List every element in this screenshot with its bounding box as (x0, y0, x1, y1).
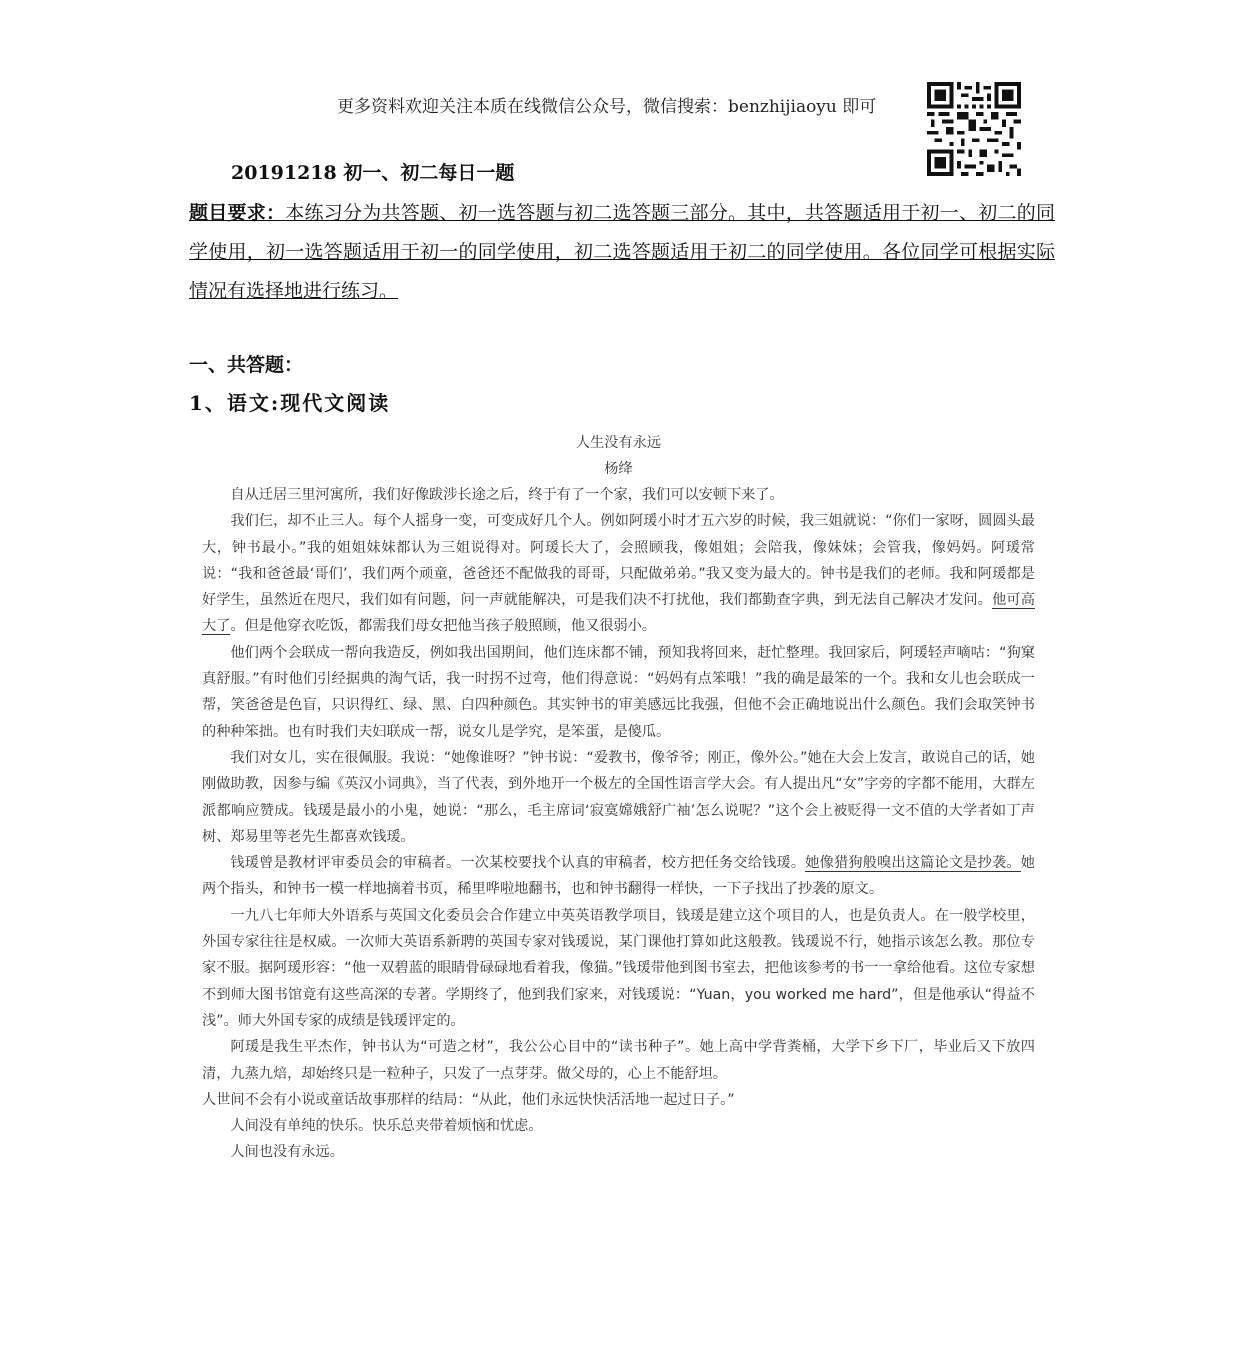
reading-passage (202, 430, 1035, 1166)
passage-paragraph (202, 850, 1035, 903)
underlined-sentence: 她像猎狗般嗅出这篇论文是抄袭。 (805, 855, 1021, 872)
passage-paragraph: 阿瑗是我生平杰作，钟书认为“可造之材”，我公公心目中的“读书种子”。她上高中学背粪桶，大学下乡下厂，毕业后又下放四清，九蒸九焙，却始终只是一粒种子，只发了一点芽芽。做父母的，心上不能舒坦。 (202, 1039, 1035, 1082)
passage-paragraph: 自从迁居三里河寓所，我们好像跋涉长途之后，终于有了一个家，我们可以安顿下来了。 (230, 487, 784, 503)
passage-paragraph: 我们对女儿，实在很佩服。我说：“她像谁呀？”钟书说：“爱教书，像爷爷；刚正，像外公。”她在大会上发言，敢说自己的话，她刚做助教，因参与编《英汉小词典》，当了代表，到外地开一个极左的全国性语言学大会。有人提出凡“女”字旁的字都不能用，大群左派都响应赞成。钱瑗是最小的小鬼，她说：“那么，毛主席词‘寂寞嫦娥舒广袖’怎么说呢？”这个会上被贬得一文不值的大学者如丁声树、郑易里等老先生都喜欢钱瑗。 (202, 749, 1035, 845)
passage-text: 我们仨，却不止三人。每个人摇身一变，可变成好几个人。例如阿瑗小时才五六岁的时候，我三姐就说：“你们一家呀，圆圆头最大，钟书最小。”我的姐姐妹妹都认为三姐说得对。阿瑗长大了，会照顾我，像姐姐；会陪我，像妹妹；会管我，像妈妈。阿瑗常说：“我和爸爸最‘哥们’，我们两个顽童，爸爸还不配做我的哥哥，只配做弟弟。”我又变为最大的。钟书是我们的老师。我和阿瑗都是好学生，虽然近在咫尺，我们如有问题，问一声就能解决，可是我们决不打扰他，我们都勤查字典，到无法自己解决才发问。 (202, 513, 1035, 609)
passage-paragraph (202, 508, 1035, 639)
passage-text: 她两个指头，和钟书一模一样地摘着书页，稀里哗啦地翻书，也和钟书翻得一样快，一下子找出了抄袭的原文。 (202, 855, 1035, 898)
section-heading: 一、共答题： (189, 354, 304, 376)
passage-paragraph: 人间也没有永远。 (230, 1144, 344, 1161)
passage-paragraph: 一九八七年师大外语系与英国文化委员会合作建立中英英语教学项目，钱瑗是建立这个项目的人，也是负责人。在一般学校里，外国专家往往是权威。一次师大英语系新聘的英国专家对钱瑗说，某门课他打算如此这般教。钱瑗说不行，她指示该怎么教。那位专家不服。据阿瑗形容：“他一双碧蓝的眼睛骨碌碌地看着我，像猫。”钱瑗带他到图书室去，把他该参考的书一一拿给他看。这位专家想不到师大图书馆竟有这些高深的专著。学期终了，他到我们家来，对钱瑗说：“Yuan，you worked me hard”，但是他承认“得益不浅”。师大外国专家的成绩是钱瑗评定的。 (202, 907, 1035, 1029)
requirements-label: 题目要求： (189, 202, 286, 224)
requirements-text: 本练习分为共答题、初一选答题与初二选答题三部分。其中，共答题适用于初一、初二的同学使用，初一选答题适用于初一的同学使用，初二选答题适用于初二的同学使用。各位同学可根据实际情况有选择地进行练习。 (189, 202, 1055, 302)
passage-text: 钱瑗曾是教材评审委员会的审稿者。一次某校要找个认真的审稿者，校方把任务交给钱瑗。 (230, 855, 806, 872)
wechat-notice: 更多资料欢迎关注本质在线微信公众号，微信搜索：benzhijiaoyu 即可 (337, 97, 877, 117)
passage-paragraph: 他们两个会联成一帮向我造反，例如我出国期间，他们连床都不铺，预知我将回来，赶忙整理。我回家后，阿瑗轻声嘀咕：“狗窠真舒服。”有时他们引经据典的淘气话，我一时拐不过弯，他们得意说：“妈妈有点笨哦！”我的确是最笨的一个。我和女儿也会联成一帮，笑爸爸是色盲，只识得红、绿、黑、白四种颜色。其实钟书的审美感远比我强，但他不会正确地说出什么颜色。我们会取笑钟书的种种笨拙。也有时我们夫妇联成一帮，说女儿是学究，是笨蛋，是傻瓜。 (202, 644, 1035, 740)
subsection-heading: 1、语文:现代文阅读 (189, 391, 391, 415)
passage-title: 人生没有永远 (575, 435, 662, 451)
page-title: 20191218 初一、初二每日一题 (231, 162, 515, 184)
passage-paragraph: 人间没有单纯的快乐。快乐总夹带着烦恼和忧虑。 (230, 1118, 543, 1135)
requirements-block (189, 194, 1055, 311)
underlined-sentence: 他可高大了 (202, 592, 1035, 635)
passage-paragraph: 人世间不会有小说或童话故事那样的结局：“从此，他们永远快快活活地一起过日子。” (202, 1091, 735, 1108)
passage-author: 杨绛 (604, 461, 633, 477)
qr-code-icon (927, 82, 1021, 176)
passage-text: 。但是他穿衣吃饭，都需我们母女把他当孩子般照顾，他又很弱小。 (230, 618, 657, 635)
